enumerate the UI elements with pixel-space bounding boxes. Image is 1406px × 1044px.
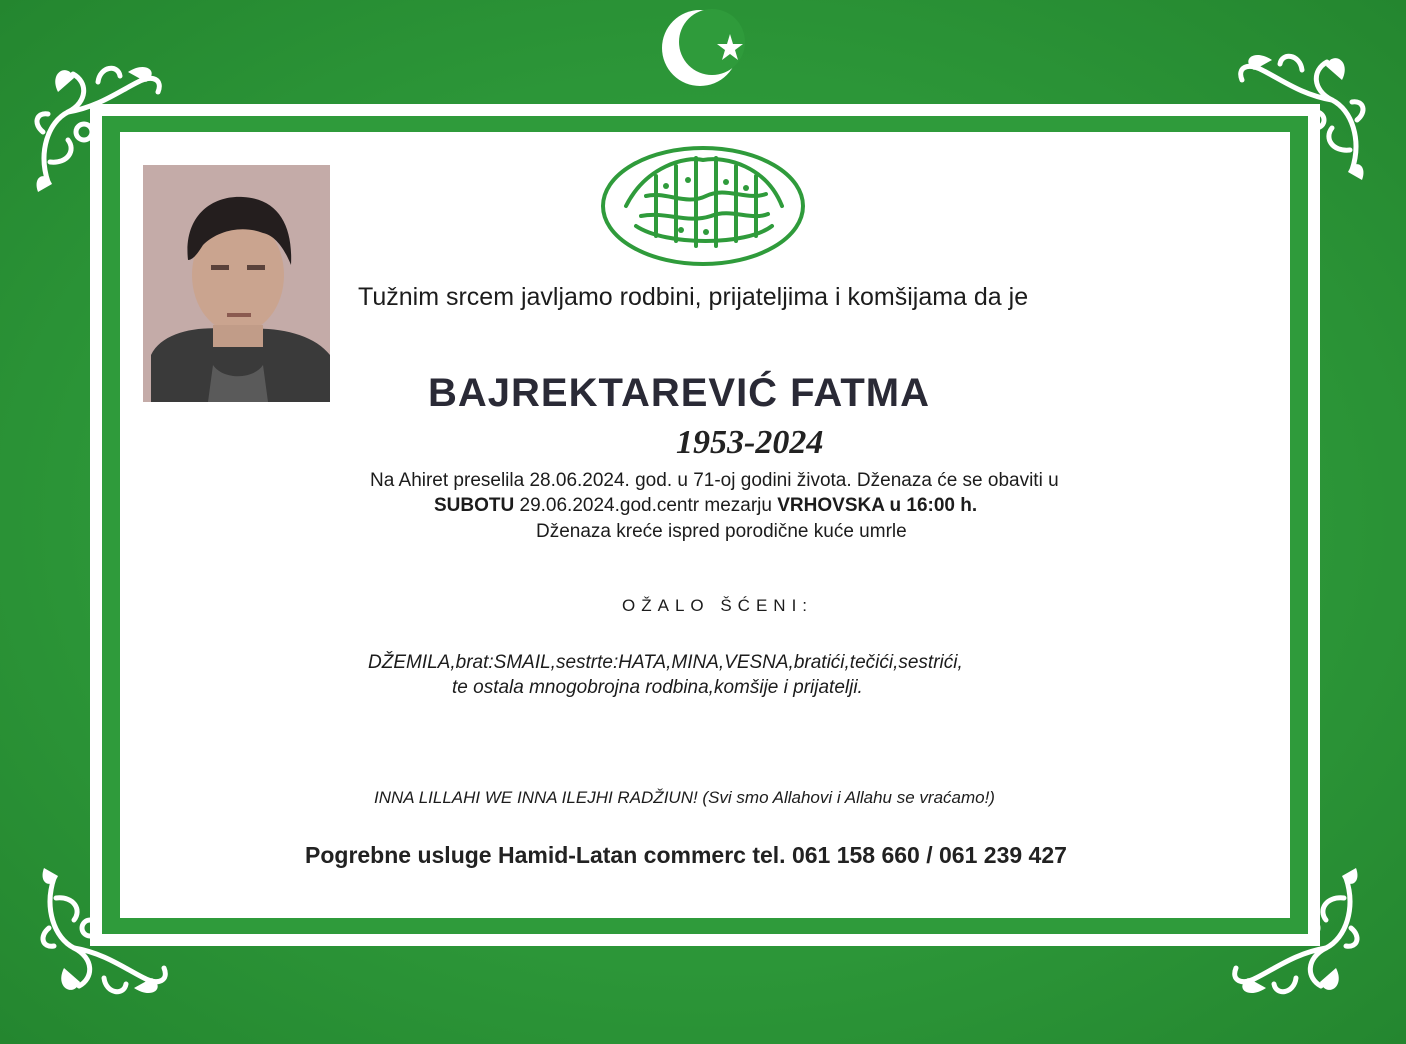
prayer-text: INNA LILLAHI WE INNA ILEJHI RADŽIUN! (Svi smo Allahovi i Allahu se vraćamo!) — [374, 788, 995, 807]
mourners-line-2: te ostala mnogobrojna rodbina,komšije i prijatelji. — [452, 677, 863, 698]
deceased-name: BAJREKTAREVIĆ FATMA — [428, 371, 930, 415]
details-line-3: Dženaza kreće ispred porodične kuće umrle — [536, 521, 907, 542]
intro-text: Tužnim srcem javljamo rodbini, prijateljima i komšijama da je — [358, 283, 1029, 311]
funeral-date-location: 29.06.2024.god.centr mezarju — [514, 495, 778, 516]
arabic-calligraphy-icon — [596, 136, 810, 276]
details-line-2 — [434, 495, 977, 517]
deceased-photo — [143, 165, 330, 402]
crescent-star-icon — [656, 4, 752, 92]
funeral-services-footer: Pogrebne usluge Hamid-Latan commerc tel. 061 158 660 / 061 239 427 — [305, 842, 1067, 868]
mourners-heading: OŽALO ŠĆENI: — [622, 596, 814, 615]
life-years: 1953-2024 — [676, 424, 824, 461]
funeral-day: SUBOTU — [434, 495, 515, 516]
mourners-line-1: DŽEMILA,brat:SMAIL,sestrte:HATA,MINA,VESNA,bratići,tečići,sestrići, — [368, 652, 963, 673]
funeral-place-time: VRHOVSKA u 16:00 h. — [777, 495, 978, 516]
details-line-1: Na Ahiret preselila 28.06.2024. god. u 71-oj godini života. Dženaza će se obaviti u — [370, 470, 1059, 491]
